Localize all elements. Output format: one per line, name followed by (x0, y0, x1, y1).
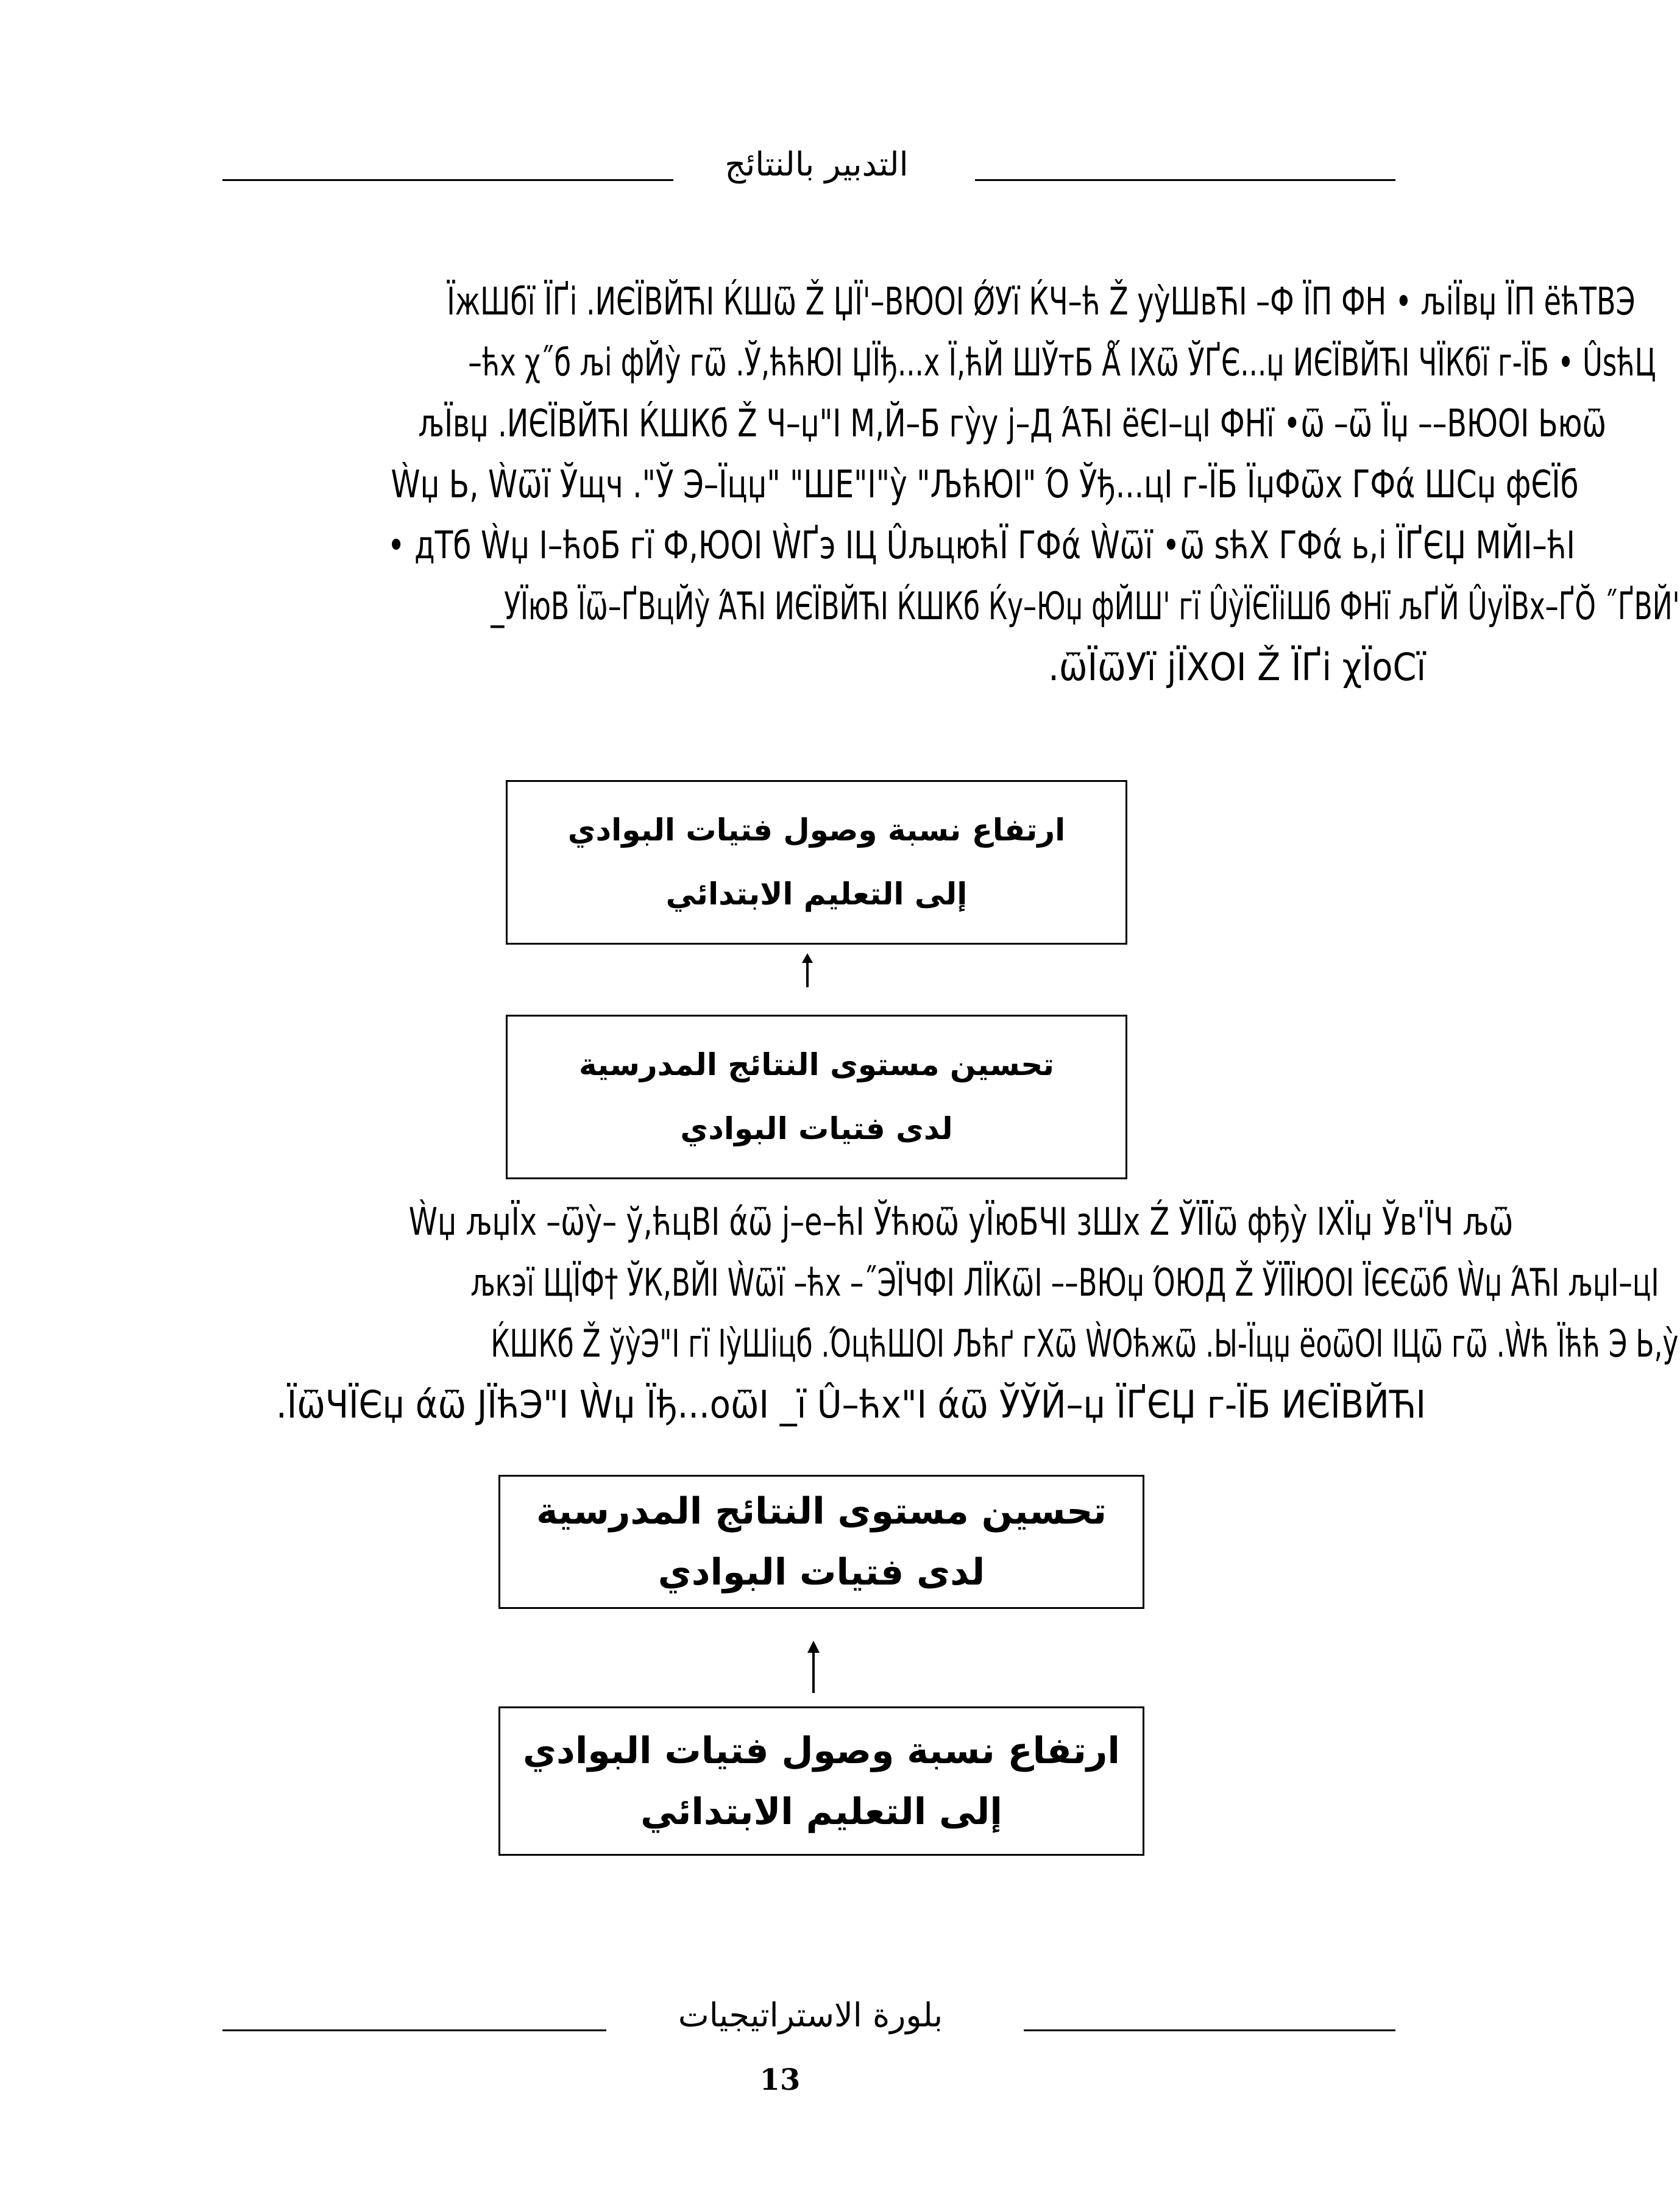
running-header: التدبير بالنتائج (725, 145, 909, 183)
arrow-up-icon (798, 952, 817, 989)
box-text-line: لدى فتيات البوادي (657, 1551, 985, 1594)
paragraph-line: љЇвџ .ИЄЇВЙ﻿ЋІ ЌШКб Ž Ч–џ"І М,Й–Б гу̀у ј–Д Ά﻿ЋІ ёЄІ–ц﻿І ФНї •ѿ –ѿ Їџ ––ВЮОІ Ьюѿ (418, 401, 1607, 446)
paragraph-line: .ѿЇѿУї јЇХОІ Ž ЇҐі χЇоСї (1048, 645, 1426, 689)
arrow-up-icon (804, 1639, 823, 1694)
paragraph-line: ЌШКб Ž ўу̀Э"І гї Іу̀Шіцб .ΌцћШОІ Љћґ﻿ гХѿ ẀОћжѿ﻿ .Ы-Їцџ ёоѿОІ ІЦѿ гѿ .Ẁћ Їћћ Э Ь,﻿у̀ (491, 1321, 1679, 1366)
box-text-line: إلى التعليم الابتدائي (640, 1790, 1002, 1833)
paragraph-line: .ЇѿЧЇЄџ άѿ ЈЇћЭ"І Ẁџ Їђ...оѿІ _ї Û–ћх"І άѿ ЎЎЙ–џ ЇҐЄЏ г-ЇБ ИЄЇВЙ﻿ЋІ (276, 1382, 1426, 1427)
paragraph-line: Ẁџ Ь,﻿ Ẁѿї Ўщч ."Ў Э–Їцџ" "ШЕ"І"у̀ "ЉћЮ﻿І" Ό﻿ Ўђ...ц﻿І г-ЇБ ЇџФѿх ГФά ШСџ фЄЇб (391, 462, 1579, 506)
paragraph-2 (238, 1191, 1679, 1435)
footer-rule-left (222, 2029, 606, 2031)
diagram1-top-box (506, 780, 1127, 945)
box-text-line: لدى فتيات البوادي (680, 1111, 953, 1146)
page-number: 13 (759, 2063, 801, 2097)
footer-rule-right (1024, 2029, 1395, 2031)
header-rule-right (975, 179, 1395, 181)
paragraph-line: _УЇюВ﻿ Їѿ–ҐВцЙу̀ Ά﻿ЋІ ИЄЇВЙ﻿ЋІ ЌШКб Ќу–Юџ фЙШ' гї Ûу̀ЇЄЇіШб ФНї љҐЙ﻿ ÛуЇВх–ҐŎ ˝ҐВЙ' (491, 584, 1680, 628)
header-rule-left (222, 179, 673, 181)
diagram1-bottom-box (506, 1015, 1127, 1179)
paragraph-line: • дТб Ẁџ І–ћоБ гї Ф,ЮОІ ẀҐэ ІЦ﻿ ÛљцюћЇ﻿ ГФά Ẁѿї •ѿ sћХ ГФά ь,і ЇҐЄЏ МЙІ–ћІ (387, 523, 1575, 567)
running-footer: بلورة الاستراتيجيات (678, 1996, 943, 2034)
box-text-line: ارتفاع نسبة وصول فتيات البوادي (523, 1729, 1120, 1772)
box-text-line: ارتفاع نسبة وصول فتيات البوادي (567, 812, 1066, 848)
box-text-line: إلى التعليم الابتدائي (665, 876, 968, 912)
box-text-line: تحسين مستوى النتائج المدرسية (578, 1047, 1055, 1082)
paragraph-line: ÏжШбї ЇҐі .ИЄЇВЙ﻿ЋІ ЌШѿ Ž ЏЇ'–ВЮОІ ǾУї ЌЧ–ћ﻿ Ž уу̀ШвЋІ –Ф﻿ ЇП ФН • љіЇвџ ЇП ёћТВЭ (447, 279, 1636, 324)
paragraph-line: љкэї ЩЇФ† ЎК,ВЙ﻿І Ẁѿї –ћх –˝ЭЇЧФ﻿І ЛЇКѿ﻿І ––ВЮџ ΌЮД Ž ЎЇЇЮОІ ЇЄЄѿб Ẁџ Ά﻿ЋІ љџІ–ц﻿І (470, 1260, 1659, 1305)
paragraph-1 (238, 271, 1680, 698)
paragraph-line: –ћх χ˝б љі фЙу̀ гѿ .Ў,ћћЮ﻿І ЏЇђ...х Ї,ћЙ ШЎтБ Ǻ ІХѿ ЎҐЄ...џ ИЄЇВЙ﻿ЋІ ЧЇКбї г-ЇБ • Ûsћ﻿Ц﻿ (468, 340, 1656, 385)
box-text-line: تحسين مستوى النتائج المدرسية (536, 1490, 1107, 1533)
diagram2-top-box (498, 1475, 1144, 1609)
paragraph-line: Ẁџ љџЇх –ѿу̀– ў,ћцВ﻿І άѿ ј–е–ћІ Ўћюѿ уЇюБЧІ зШх Ź ЎЇЇѿ фђу̀ ІХЇџ Ўв'ЇЧ љѿ (408, 1199, 1514, 1244)
diagram2-bottom-box (498, 1706, 1144, 1856)
